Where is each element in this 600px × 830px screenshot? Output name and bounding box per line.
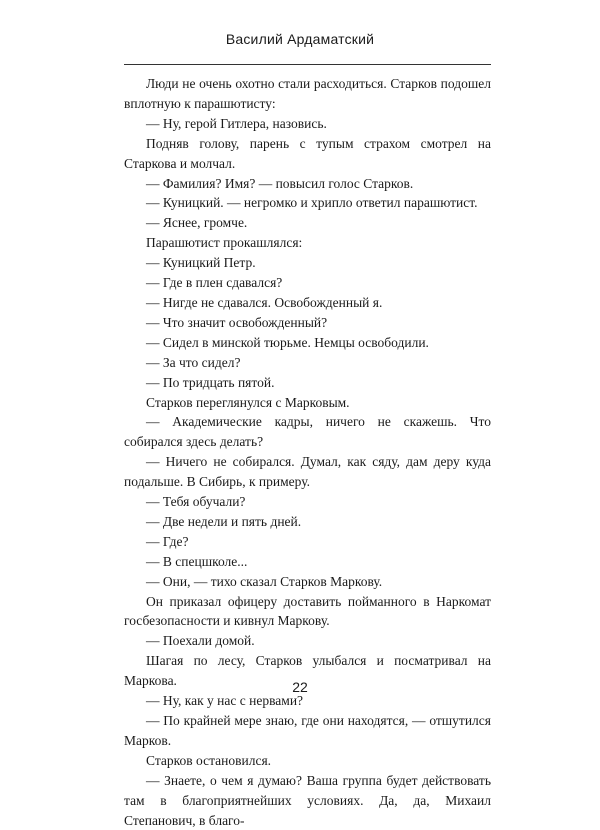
paragraph: Старков остановился. — [146, 752, 272, 768]
paragraph: — Ничего не собирался. Думал, как сяду, дам деру куда подальше. В Сибирь, к примеру. — [124, 454, 491, 490]
paragraph: — Яснее, громче. — [146, 215, 248, 231]
paragraph: Парашютист прокашлялся: — [146, 235, 303, 251]
running-header: Василий Ардаматский — [225, 31, 375, 47]
paragraph: — Ну, как у нас с нервами? — [146, 693, 304, 709]
paragraph: — Они, — тихо сказал Старков Маркову. — [146, 573, 383, 589]
paragraph: — Тебя обучали? — [146, 494, 246, 510]
paragraph: — В спецшколе... — [146, 553, 248, 569]
paragraph: — Где? — [146, 533, 189, 549]
paragraph: — За что сидел? — [146, 354, 241, 370]
paragraph: — Куницкий. — негромко и хрипло ответил парашютист. — [146, 195, 478, 211]
paragraph: Подняв голову, парень с тупым страхом смотрел на Старкова и молчал. — [124, 135, 491, 171]
paragraph: — Что значит освобожденный? — [146, 314, 328, 330]
paragraph: — Где в плен сдавался? — [146, 275, 283, 291]
paragraph: — Две недели и пять дней. — [146, 513, 302, 529]
page-body — [124, 74, 491, 830]
paragraph: — Поехали домой. — [146, 633, 255, 649]
paragraph: — Нигде не сдавался. Освобожденный я. — [146, 294, 383, 310]
paragraph: Старков переглянулся с Марковым. — [146, 394, 350, 410]
paragraph: Он приказал офицеру доставить пойманного в Наркомат госбезопасности и кивнул Маркову. — [124, 593, 491, 629]
paragraph: — Академические кадры, ничего не скажешь. Что собирался здесь делать? — [124, 414, 491, 450]
paragraph: — По тридцать пятой. — [146, 374, 275, 390]
paragraph: — Знаете, о чем я думаю? Ваша группа будет действовать там в благоприятнейших условиях. Да, да, Михаил Степанович, в благо- — [124, 772, 491, 828]
paragraph: — По крайней мере знаю, где они находятся, — отшутился Марков. — [124, 713, 491, 748]
header-divider — [124, 64, 491, 65]
paragraph: — Куницкий Петр. — [146, 255, 256, 271]
paragraph: — Фамилия? Имя? — повысил голос Старков. — [146, 175, 414, 191]
paragraph: — Сидел в минской тюрьме. Немцы освободили. — [146, 334, 429, 350]
page-number: 22 — [292, 679, 308, 695]
paragraph: — Ну, герой Гитлера, назовись. — [146, 115, 327, 131]
paragraph: Шагая по лесу, Старков улыбался и посматривал на Маркова. — [124, 653, 491, 689]
paragraph: Люди не очень охотно стали расходиться. Старков подошел вплотную к парашютисту: — [124, 76, 491, 111]
